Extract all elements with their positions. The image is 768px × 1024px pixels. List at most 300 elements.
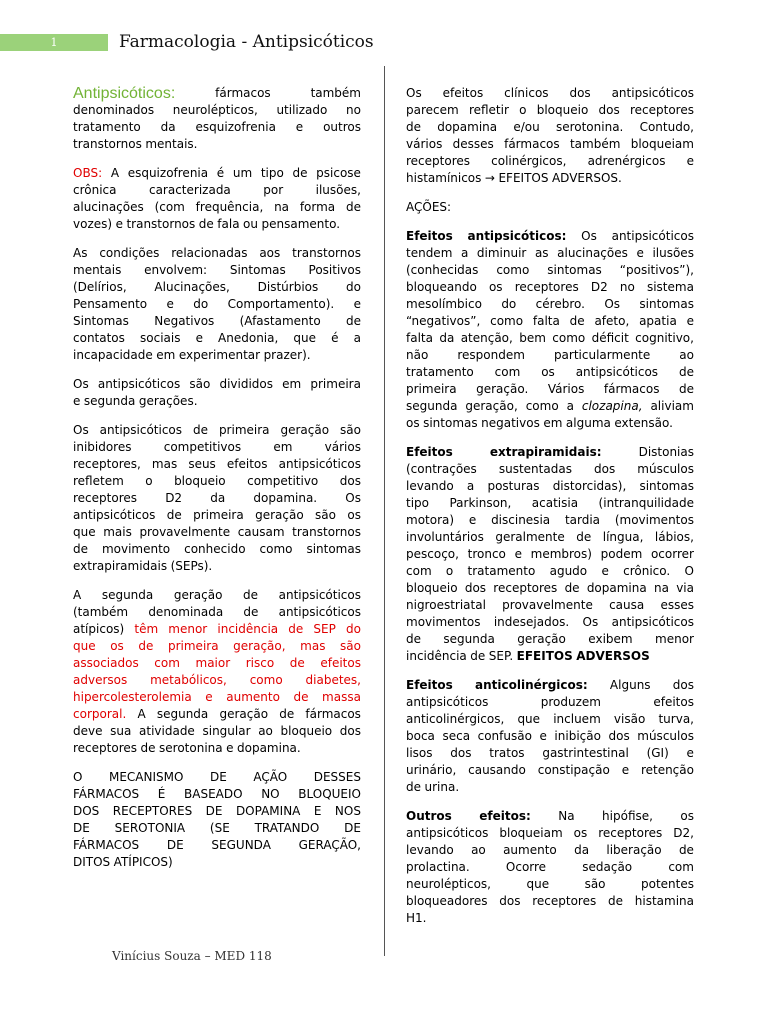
text-word: GERAÇÃO, xyxy=(298,838,361,852)
text-line xyxy=(406,364,694,381)
text-word: (também xyxy=(73,605,129,619)
text-word: (SE xyxy=(209,821,230,835)
text-word: negativos xyxy=(481,416,540,430)
text-line xyxy=(406,614,694,631)
text-word: de xyxy=(678,365,694,379)
text-word: também xyxy=(310,86,361,100)
text-word: incapacidade xyxy=(73,348,153,362)
text-word: A xyxy=(73,588,82,602)
text-word: sua xyxy=(110,724,132,738)
text-line xyxy=(73,85,361,102)
paragraph xyxy=(73,245,361,364)
text-word: DITOS xyxy=(73,855,111,869)
text-line xyxy=(406,648,694,665)
text-word: urina. xyxy=(424,780,460,794)
text-line xyxy=(406,153,694,170)
text-line xyxy=(73,347,361,364)
text-word: antipsicóticos xyxy=(611,229,694,243)
text-word: Sintomas xyxy=(73,314,129,328)
text-word: tardia xyxy=(564,513,601,527)
text-word: (GI) xyxy=(646,746,669,760)
text-line xyxy=(73,376,361,393)
text-word: os xyxy=(110,639,124,653)
text-word: relacionadas xyxy=(171,246,248,260)
text-word: um xyxy=(232,166,253,180)
text-word: dos xyxy=(608,729,630,743)
text-line xyxy=(406,444,694,461)
text-word: (contrações xyxy=(406,462,477,476)
text-word: de xyxy=(679,382,694,396)
text-word: alucinações xyxy=(73,200,144,214)
text-word: esses xyxy=(660,598,694,612)
text-word: Negativos xyxy=(154,314,215,328)
text-line xyxy=(406,694,694,711)
text-word: segunda xyxy=(156,707,209,721)
text-word: segunda xyxy=(406,399,458,413)
text-word: SEGUNDA xyxy=(211,838,271,852)
text-word: AÇÕES: xyxy=(406,200,452,214)
text-word: histamínicos xyxy=(406,171,482,185)
text-line xyxy=(73,136,361,153)
text-line xyxy=(406,262,694,279)
text-word: prolactina. xyxy=(406,860,470,874)
text-word: dos xyxy=(499,894,521,908)
text-word: RECEPTORES xyxy=(112,804,193,818)
text-line xyxy=(406,711,694,728)
text-word: que xyxy=(293,331,317,345)
text-word: sintomas xyxy=(639,479,694,493)
text-word: bloqueio xyxy=(280,724,333,738)
text-word: serotonina xyxy=(159,741,223,755)
text-word: têm xyxy=(134,622,159,636)
text-word: seus xyxy=(188,457,216,471)
text-word: e xyxy=(621,763,630,777)
text-word: antipsicóticos xyxy=(406,695,489,709)
text-word: atípicos) xyxy=(73,622,125,636)
text-word: visão xyxy=(613,712,646,726)
text-line xyxy=(73,820,361,837)
text-word: crônico. xyxy=(623,564,671,578)
text-word: segunda xyxy=(101,588,154,602)
text-word: maior xyxy=(195,656,231,670)
text-word: em xyxy=(282,377,302,391)
text-word: receptores xyxy=(598,826,663,840)
text-word: indesejados. xyxy=(493,615,570,629)
paragraph xyxy=(406,85,694,187)
text-word: geração xyxy=(219,707,269,721)
paragraph xyxy=(406,444,694,665)
text-word: geração xyxy=(173,588,223,602)
text-line xyxy=(406,478,694,495)
text-word: parecem xyxy=(406,103,459,117)
text-word: Efeitos xyxy=(406,229,453,243)
text-word: e xyxy=(295,120,304,134)
text-word: com xyxy=(668,860,694,874)
text-word: transtornos xyxy=(73,137,142,151)
text-word: falta xyxy=(406,331,433,345)
text-word: refletir xyxy=(468,103,509,117)
text-word: de xyxy=(138,639,154,653)
text-word: de xyxy=(470,649,486,663)
text-word: levando xyxy=(406,843,454,857)
text-word: EFEITOS xyxy=(516,649,573,663)
text-word: de xyxy=(608,894,623,908)
text-word: que xyxy=(517,712,541,726)
text-word: de xyxy=(166,508,182,522)
text-word: movimento xyxy=(101,542,171,556)
text-word: Outros xyxy=(406,809,452,823)
text-word: extrapiramidais: xyxy=(489,445,602,459)
text-word: seca xyxy=(442,729,471,743)
text-word: extrapiramidais xyxy=(73,559,168,573)
text-word: transtornos xyxy=(126,217,196,231)
text-word: Distonias xyxy=(638,445,694,459)
text-line xyxy=(73,655,361,672)
text-word: Positivos xyxy=(308,263,361,277)
text-word: a xyxy=(353,331,361,345)
text-word: aos xyxy=(259,246,281,260)
text-word: antipsicóticos xyxy=(406,826,489,840)
text-word: bloqueando xyxy=(406,280,477,294)
text-word: menor xyxy=(655,632,694,646)
text-word: e xyxy=(205,690,213,704)
text-word: os xyxy=(680,809,694,823)
text-word: transtornos xyxy=(292,246,361,260)
paragraph xyxy=(73,85,361,153)
text-word: provavelmente xyxy=(139,525,231,539)
text-line xyxy=(406,779,694,796)
text-line xyxy=(73,199,361,216)
text-word: ou xyxy=(243,217,258,231)
text-line xyxy=(406,808,694,825)
text-word: efeitos xyxy=(653,695,694,709)
text-word: da xyxy=(210,491,226,505)
text-word: Distúrbios xyxy=(257,280,319,294)
text-line xyxy=(73,837,361,854)
text-line xyxy=(406,893,694,910)
text-word: (movimentos xyxy=(614,513,694,527)
text-word: lábios, xyxy=(654,530,694,544)
text-word: transtornos xyxy=(292,525,361,539)
paragraph xyxy=(73,165,361,233)
text-word: receptores xyxy=(532,894,597,908)
text-word: contatos xyxy=(73,331,125,345)
text-word: antipsicóticos xyxy=(278,457,361,471)
text-word: de xyxy=(345,200,361,214)
text-line xyxy=(73,854,361,871)
text-line xyxy=(73,621,361,638)
text-word: particularmente xyxy=(553,348,651,362)
text-word: bloqueadores xyxy=(406,894,488,908)
text-word: neurolépticos, xyxy=(406,877,491,891)
column-divider xyxy=(384,66,385,956)
text-word: ATÍPICOS) xyxy=(113,855,173,869)
text-word: de xyxy=(406,632,421,646)
text-line xyxy=(73,422,361,439)
text-word: e xyxy=(514,547,522,561)
text-word: primeira xyxy=(167,639,219,653)
text-line xyxy=(406,631,694,648)
text-word: Efeitos xyxy=(406,445,453,459)
text-word: Os xyxy=(581,229,597,243)
text-line xyxy=(406,228,694,245)
text-word: receptores xyxy=(514,280,579,294)
text-word: bem xyxy=(519,331,546,345)
text-word: da xyxy=(574,843,590,857)
text-word: de xyxy=(198,217,214,231)
text-word: atividade xyxy=(139,724,195,738)
text-word: hipófise, xyxy=(602,809,653,823)
text-word: em xyxy=(273,440,293,454)
text-word: massa xyxy=(322,690,361,704)
text-word: singular xyxy=(202,724,251,738)
text-word: levando xyxy=(406,479,454,493)
text-word: efeitos xyxy=(442,86,484,100)
text-word: de xyxy=(346,314,361,328)
text-word: MECANISMO xyxy=(108,770,184,784)
text-word: dos xyxy=(339,474,361,488)
text-word: geração. xyxy=(476,382,529,396)
text-word: forma xyxy=(299,200,336,214)
text-word: menor xyxy=(168,622,208,636)
text-word: pescoço, xyxy=(406,547,459,561)
paragraph xyxy=(406,677,694,796)
text-word: como xyxy=(552,331,586,345)
text-word: nigroestriatal xyxy=(406,598,486,612)
text-word: com xyxy=(406,564,432,578)
text-line xyxy=(73,182,361,199)
text-word: DOS xyxy=(73,804,100,818)
text-word: utilizado xyxy=(276,103,328,117)
text-line xyxy=(406,745,694,762)
text-line xyxy=(406,199,694,216)
text-word: O xyxy=(73,770,83,784)
text-word: ao xyxy=(258,724,273,738)
text-word: Pensamento xyxy=(73,297,148,311)
text-word: vários xyxy=(324,440,361,454)
text-word: DE xyxy=(73,821,90,835)
text-word: (conhecidas xyxy=(406,263,479,277)
text-word: Os xyxy=(406,86,422,100)
text-word: anticolinérgicos: xyxy=(475,678,588,692)
text-word: primeira xyxy=(310,377,361,391)
text-line xyxy=(73,473,361,490)
text-word: Os xyxy=(604,297,621,311)
text-word: aumento xyxy=(503,843,557,857)
text-word: ocorrer xyxy=(650,547,694,561)
text-line xyxy=(406,512,694,529)
text-word: caracterizada xyxy=(148,183,231,197)
text-word: afeto, xyxy=(594,314,630,328)
text-word: aliviam xyxy=(650,399,694,413)
text-word: efeitos: xyxy=(479,809,531,823)
text-word: como xyxy=(249,673,283,687)
text-line xyxy=(73,490,361,507)
text-line xyxy=(406,677,694,694)
text-word: antipsicóticos xyxy=(611,615,694,629)
text-word: dos xyxy=(464,581,487,595)
text-word: AÇÃO xyxy=(253,770,288,784)
text-word: antipsicóticos xyxy=(97,377,181,391)
text-line xyxy=(406,910,694,927)
text-word: no xyxy=(346,103,361,117)
text-word: bloqueio xyxy=(536,103,589,117)
text-word: denominados xyxy=(73,103,155,117)
text-line xyxy=(406,876,694,893)
text-word: a xyxy=(566,399,574,413)
text-word: fala xyxy=(217,217,240,231)
text-word: músculos xyxy=(637,462,694,476)
text-word: tronco xyxy=(467,547,506,561)
paragraph xyxy=(73,587,361,757)
text-line xyxy=(406,580,694,597)
paragraph xyxy=(73,376,361,410)
text-word: (SEPs). xyxy=(170,559,213,573)
text-line xyxy=(406,85,694,102)
text-word: D2 xyxy=(165,491,183,505)
text-word: geração, xyxy=(465,399,518,413)
text-line xyxy=(73,216,361,233)
text-word: com xyxy=(494,365,521,379)
text-word: língua, xyxy=(602,530,644,544)
text-word: outros xyxy=(323,120,361,134)
text-word: o xyxy=(145,474,153,488)
text-word: os xyxy=(573,826,588,840)
text-word: “positivos”), xyxy=(619,263,694,277)
text-word: diminuir xyxy=(476,246,527,260)
text-word: e xyxy=(539,729,547,743)
text-word: a xyxy=(466,479,475,493)
text-word: metabólicos, xyxy=(150,673,227,687)
text-word: também xyxy=(569,137,621,151)
text-word: vozes) xyxy=(73,217,113,231)
text-word: tendem xyxy=(406,246,453,260)
text-line xyxy=(73,638,361,655)
text-word: competitivos xyxy=(163,440,242,454)
text-line xyxy=(406,563,694,580)
text-word: cognitivo, xyxy=(635,331,694,345)
text-line xyxy=(406,762,694,779)
text-word: sistema xyxy=(646,280,694,294)
text-word: causa xyxy=(609,598,645,612)
text-word: geração, xyxy=(233,639,286,653)
text-word: tratamento xyxy=(406,365,474,379)
text-word: OBS: xyxy=(73,166,103,180)
text-word: bloqueio xyxy=(406,581,458,595)
text-word: Comportamento). xyxy=(227,297,335,311)
text-word: de xyxy=(576,530,592,544)
text-word: Os xyxy=(73,423,89,437)
text-word: receptores xyxy=(73,741,138,755)
text-word: as xyxy=(534,246,549,260)
text-word: que xyxy=(73,639,96,653)
text-word: (com xyxy=(154,200,185,214)
text-word: movimentos xyxy=(406,615,481,629)
text-line xyxy=(73,439,361,456)
text-word: é xyxy=(216,166,225,180)
text-word: condições xyxy=(99,246,160,260)
text-word: acatisia xyxy=(531,496,579,510)
right-column xyxy=(406,85,694,939)
text-line xyxy=(73,803,361,820)
text-word: sustentadas xyxy=(498,462,572,476)
text-word: A xyxy=(110,166,120,180)
text-line xyxy=(73,786,361,803)
text-line xyxy=(406,529,694,546)
text-word: como xyxy=(259,542,293,556)
text-word: DE xyxy=(205,804,223,818)
text-word: e xyxy=(686,314,694,328)
text-line xyxy=(73,279,361,296)
text-word: D2 xyxy=(590,280,608,294)
text-word: e xyxy=(195,331,203,345)
text-word: e xyxy=(353,297,361,311)
text-word: FÁRMACOS xyxy=(73,838,140,852)
text-word: competitivo xyxy=(247,474,319,488)
text-word: crônica xyxy=(73,183,117,197)
text-word: associados xyxy=(73,656,139,670)
text-word: da xyxy=(160,120,176,134)
text-word: dos xyxy=(598,103,620,117)
text-word: bloqueiam xyxy=(630,137,694,151)
text-word: adrenérgicos xyxy=(587,154,666,168)
text-word: clozapina, xyxy=(581,399,643,413)
text-word: frequência, xyxy=(195,200,264,214)
text-word: dos xyxy=(672,678,694,692)
text-word: (Delírios, xyxy=(73,280,127,294)
text-word: receptores xyxy=(629,103,694,117)
text-word: que xyxy=(526,877,550,891)
text-word: SEROTONIA xyxy=(114,821,186,835)
text-word: bloqueiam xyxy=(499,826,563,840)
text-word: envolvem: xyxy=(144,263,208,277)
text-word: incidência xyxy=(217,622,279,636)
paragraph xyxy=(406,228,694,432)
text-line xyxy=(406,842,694,859)
text-word: com xyxy=(154,656,180,670)
text-word: divididos xyxy=(219,377,274,391)
text-word: (Afastamento xyxy=(239,314,321,328)
text-word: receptores xyxy=(406,154,471,168)
text-word: membros) xyxy=(530,547,592,561)
text-word: denominada xyxy=(148,605,224,619)
text-word: refletem xyxy=(73,474,124,488)
text-word: potentes xyxy=(641,877,694,891)
text-word: clínicos xyxy=(504,86,549,100)
text-word: de xyxy=(279,707,295,721)
text-word: boca xyxy=(406,729,435,743)
text-word: sintomas xyxy=(423,416,478,430)
text-word: Efeitos xyxy=(406,678,453,692)
text-word: ADVERSOS. xyxy=(551,171,622,185)
text-word: Os xyxy=(345,491,361,505)
text-word: → xyxy=(484,171,495,185)
text-word: serotonina. xyxy=(555,120,624,134)
text-word: risco xyxy=(245,656,275,670)
text-word: antipsicóticos xyxy=(73,508,156,522)
text-line xyxy=(73,723,361,740)
text-word: via xyxy=(676,581,694,595)
text-word: na xyxy=(653,581,669,595)
text-word: “negativos”, xyxy=(406,314,481,328)
text-word: urinário, xyxy=(406,763,457,777)
text-line xyxy=(73,541,361,558)
text-line xyxy=(406,347,694,364)
text-word: não xyxy=(406,348,429,362)
text-word: mentais. xyxy=(145,137,198,151)
text-word: e xyxy=(115,217,123,231)
text-word: mesolímbico xyxy=(406,297,482,311)
